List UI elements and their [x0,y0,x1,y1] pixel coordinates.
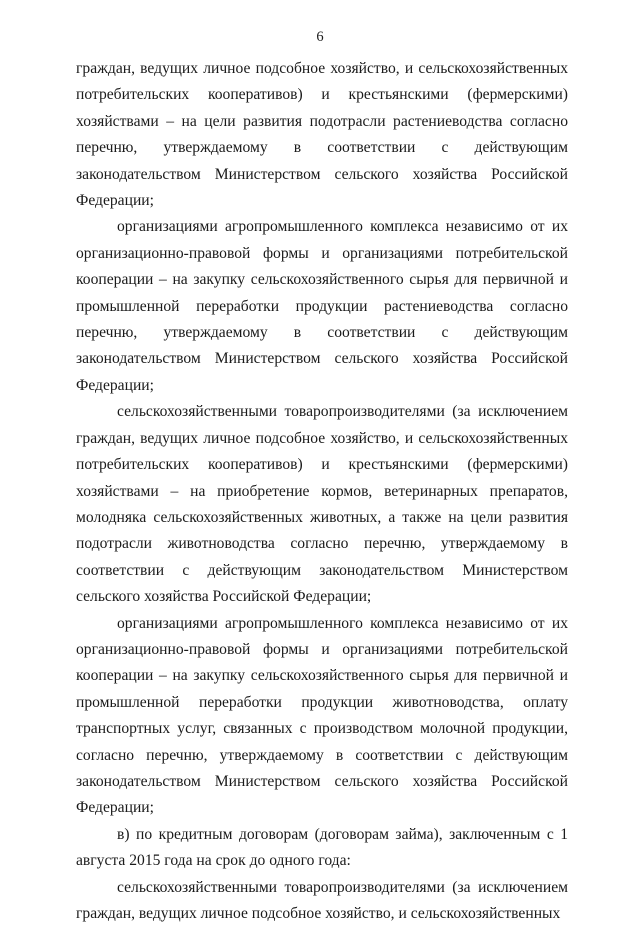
paragraph-3: сельскохозяйственными товаропроизводителями (за исключением граждан, ведущих личное подсобное хозяйство, и сельскохозяйственных потребительских кооперативов) и крестьянскими (фермерскими) хозяйствами – на приобретение кормов, ветеринарных препаратов, молодняка сельскохозяйственных животных, а также на цели развития подотрасли животноводства согласно перечню, утверждаемому в соответствии с действующим законодательством Министерством сельского хозяйства Российской Федерации; [76,403,568,606]
paragraph-2: организациями агропромышленного комплекса независимо от их организационно-правовой формы и организациями потребительской кооперации – на закупку сельскохозяйственного сырья для первичной и промышленной переработки продукции растениеводства согласно перечню, утверждаемому в соответствии с действующим законодательством Министерством сельского хозяйства Российской Федерации; [76,218,568,394]
paragraph-5: в) по кредитным договорам (договорам займа), заключенным с 1 августа 2015 года на срок до одного года: [76,825,568,870]
page-number: 6 [316,29,324,45]
document-body [76,56,568,927]
paragraph-6: сельскохозяйственными товаропроизводителями (за исключением граждан, ведущих личное подсобное хозяйство, и сельскохозяйственных [76,878,568,922]
paragraph-4: организациями агропромышленного комплекса независимо от их организационно-правовой формы и организациями потребительской кооперации – на закупку сельскохозяйственного сырья для первичной и промышленной переработки продукции животноводства, оплату транспортных услуг, связанных с производством молочной продукции, согласно перечню, утверждаемому в соответствии с действующим законодательством Министерством сельского хозяйства Российской Федерации; [76,614,568,817]
paragraph-1: граждан, ведущих личное подсобное хозяйство, и сельскохозяйственных потребительских кооперативов) и крестьянскими (фермерскими) хозяйствами – на цели развития подотрасли растениеводства согласно перечню, утверждаемому в соответствии с действующим законодательством Министерством сельского хозяйства Российской Федерации; [76,60,568,210]
